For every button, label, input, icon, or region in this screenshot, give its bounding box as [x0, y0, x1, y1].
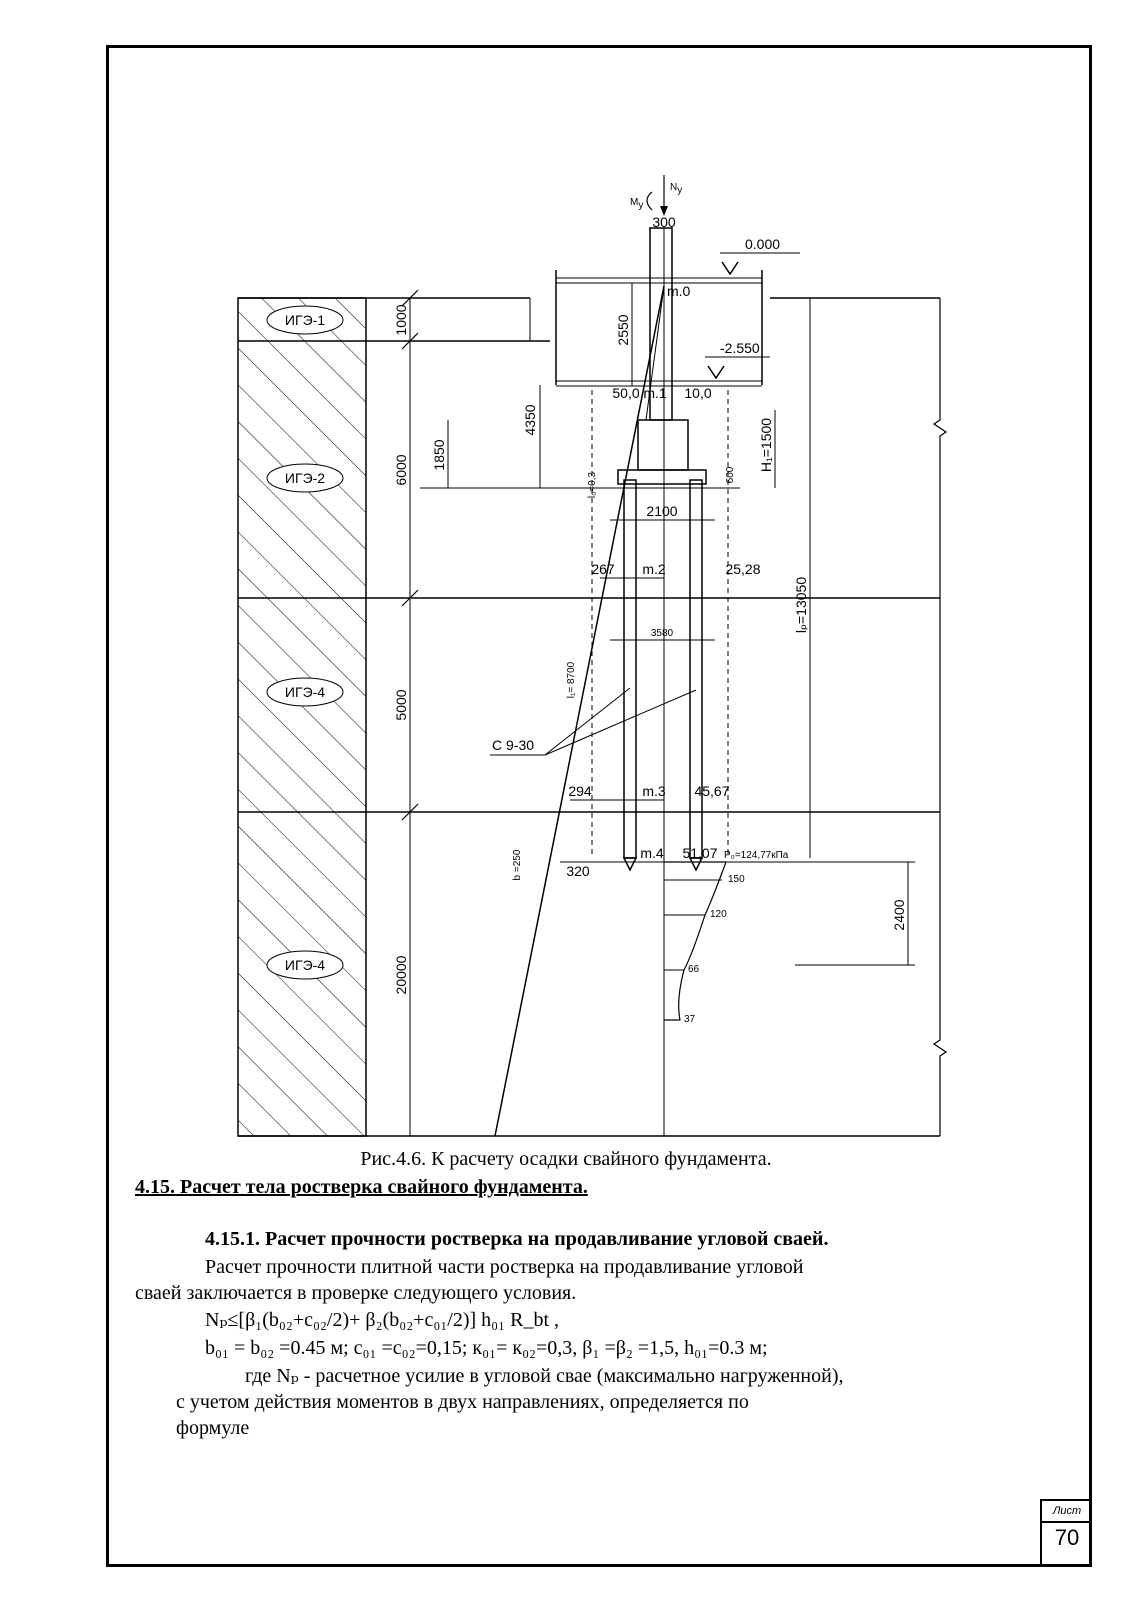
- sheet-label: Лист: [1042, 1501, 1092, 1523]
- dim-l0: l₀=0,3: [587, 471, 598, 499]
- dim-h1: H₁=1500: [758, 417, 774, 473]
- epure-37: 37: [684, 1014, 696, 1025]
- point-m2-right: 25,28: [725, 561, 761, 577]
- subsection-heading: 4.15.1. Расчет прочности ростверка на продавливание угловой сваей.: [205, 1228, 829, 1250]
- stress-epure: [664, 862, 726, 1020]
- dim-1850: 1850: [431, 439, 447, 471]
- point-m3: m.3: [642, 783, 666, 799]
- layer-ige4a-text: ИГЭ-4: [284, 684, 326, 700]
- epure-120: 120: [710, 909, 727, 920]
- point-m0: m.0: [667, 283, 691, 299]
- dim-2100: 2100: [646, 503, 678, 519]
- force-label: Ny: [670, 182, 683, 196]
- moment-label: My: [630, 197, 644, 211]
- sheet-stamp: [1040, 1499, 1092, 1567]
- pile-left: [624, 480, 636, 858]
- grillage-slab: [618, 470, 706, 484]
- dim-2550: 2550: [615, 314, 631, 346]
- point-m2: m.2: [642, 561, 666, 577]
- section-heading: 4.15. Расчет тела ростверка свайного фундамента.: [135, 1176, 588, 1198]
- dim-3580: 3580: [650, 628, 674, 639]
- paragraph-line: где Nₚ - расчетное усилие в угловой свае (максимально нагруженной),: [245, 1365, 844, 1387]
- epure-66: 66: [688, 964, 700, 975]
- dim-lp: lₚ=13050: [793, 576, 809, 634]
- sheet-number: 70: [1054, 1525, 1080, 1550]
- pile-mark: С 9-30: [492, 737, 535, 753]
- thickness-ige1: 1000: [393, 304, 409, 336]
- mark-top: 0.000: [745, 236, 781, 252]
- point-m4-right: 51,07: [682, 845, 718, 861]
- layer-ige2-text: ИГЭ-2: [284, 470, 326, 486]
- epure-150: 150: [728, 874, 745, 885]
- point-m3-right: 45,67: [694, 783, 730, 799]
- dim-l1: l₁= 8700: [566, 661, 577, 699]
- column-width: 300: [652, 214, 676, 230]
- paragraph-line: сваей заключается в проверке следующего условия.: [135, 1282, 577, 1304]
- soil-hatch-column: [238, 298, 366, 1136]
- thickness-ige2: 6000: [393, 454, 409, 486]
- point-m4-left: 320: [566, 863, 590, 879]
- grillage: [638, 420, 688, 470]
- dim-4350: 4350: [522, 404, 538, 436]
- pile-right: [690, 480, 702, 858]
- formula-condition: Nₚ≤[β₁(b₀₂+c₀₂/2)+ β₂(b₀₂+c₀₁/2)] h₀₁ R_bt ,: [205, 1309, 560, 1331]
- dim-2400: 2400: [891, 899, 907, 931]
- point-m3-left: 294: [568, 783, 592, 799]
- mark-bottom: -2.550: [720, 340, 760, 356]
- thickness-ige4b: 20000: [393, 955, 409, 995]
- paragraph-line: формуле: [176, 1417, 250, 1439]
- point-m2-left: 267: [591, 561, 615, 577]
- formula-parameters: b₀₁ = b₀₂ =0.45 м; c₀₁ =c₀₂=0,15; к₀₁= к₀₂=0,3, β₁ =β₂ =1,5, h₀₁=0.3 м;: [205, 1337, 768, 1359]
- layer-ige1-text: ИГЭ-1: [284, 312, 326, 328]
- figure-caption: Рис.4.6. К расчету осадки свайного фундамента.: [360, 1148, 772, 1170]
- paragraph-line: с учетом действия моментов в двух направлениях, определяется по: [176, 1391, 749, 1413]
- point-m1-left: 50,0: [612, 385, 640, 401]
- layer-ige4b-text: ИГЭ-4: [284, 957, 326, 973]
- dim-b: b =250: [512, 849, 523, 881]
- dim-600: 600: [725, 466, 736, 484]
- pressure-label: P₀=124,77кПа: [724, 850, 789, 861]
- point-m4: m.4: [640, 845, 664, 861]
- thickness-ige4a: 5000: [393, 689, 409, 721]
- paragraph-line: Расчет прочности плитной части ростверка на продавливание угловой: [205, 1256, 804, 1278]
- point-m1: m.1: [643, 385, 667, 401]
- point-m1-right: 10,0: [684, 385, 712, 401]
